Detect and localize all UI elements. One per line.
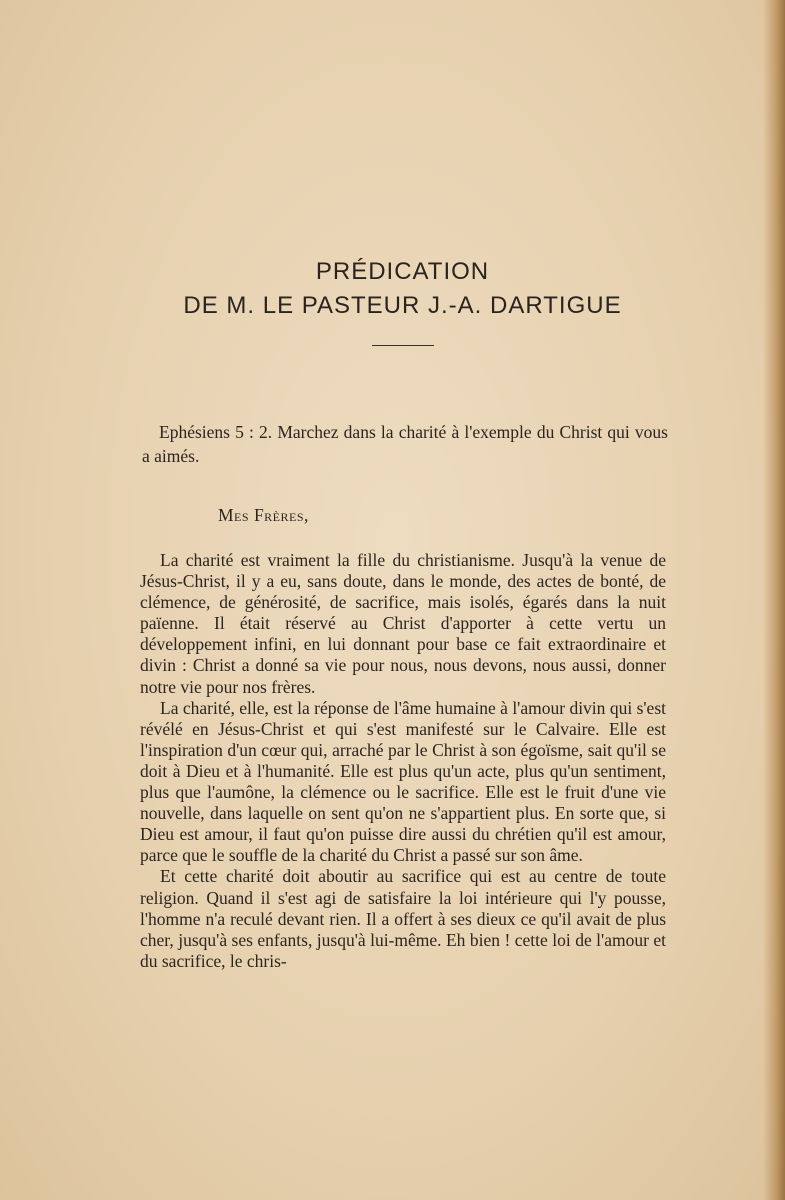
salutation: Mes Frères, [218, 505, 309, 525]
body-text [140, 550, 666, 972]
paragraph: Et cette charité doit aboutir au sacrifice qui est au centre de toute religion. Quand il s'est agi de satisfaire la loi intérieure qui l'y pousse, l'homme n'a reculé devant rien. Il a offert à ses dieux ce qu'il avait de plus cher, jusqu'à ses enfants, jusqu'à lui-même. Eh bien ! cette loi de l'amour et du sacrifice, le chris- [140, 866, 666, 971]
title-divider [372, 345, 434, 346]
page-edge-shadow [763, 0, 785, 1200]
sermon-subtitle: DE M. LE PASTEUR J.-A. DARTIGUE [183, 292, 622, 319]
epigraph: Ephésiens 5 : 2. Marchez dans la charité à l'exemple du Christ qui vous a aimés. [142, 422, 668, 466]
paragraph: La charité est vraiment la fille du christianisme. Jusqu'à la venue de Jésus-Christ, il y a eu, sans doute, dans le monde, des actes de bonté, de clémence, de générosité, de sacrifice, mais isolés, égarés dans la nuit païenne. Il était réservé au Christ d'apporter à cette vertu un développement infini, en lui donnant pour base ce fait extraordinaire et divin : Christ a donné sa vie pour nous, nous devons, nous aussi, donner notre vie pour nos frères. [140, 550, 666, 697]
sermon-title: PRÉDICATION [315, 258, 490, 285]
paragraph: La charité, elle, est la réponse de l'âme humaine à l'amour divin qui s'est révélé en Jésus-Christ et qui s'est manifesté sur le Calvaire. Elle est l'inspiration d'un cœur qui, arraché par le Christ à son égoïsme, sait qu'il se doit à Dieu et à l'humanité. Elle est plus qu'un acte, plus qu'un sentiment, plus que l'aumône, la clémence ou le sacrifice. Elle est le fruit d'une vie nouvelle, dans laquelle on sent qu'on ne s'appartient plus. En sorte que, si Dieu est amour, il faut qu'on puisse dire aussi du chrétien qu'il est amour, parce que le souffle de la charité du Christ a passé sur son âme. [140, 697, 666, 866]
